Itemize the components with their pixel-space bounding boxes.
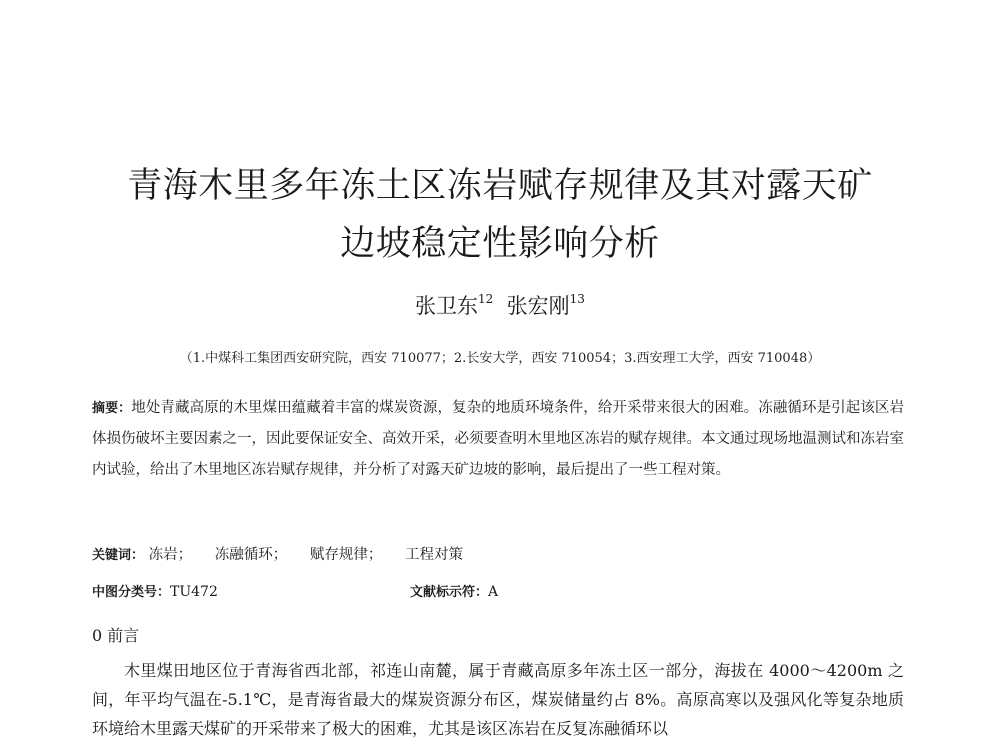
paper-title-line-2: 边坡稳定性影响分析 [340, 224, 660, 264]
classification-value: TU472 [170, 584, 218, 600]
author-name: 张宏刚 [506, 294, 570, 318]
abstract-text: 地处青藏高原的木里煤田蕴藏着丰富的煤炭资源，复杂的地质环境条件，给开采带来很大的困难。冻融循环是引起该区岩体损伤破坏主要因素之一，因此要保证安全、高效开采，必须要查明木里地区冻岩的赋存规律。本文通过现场地温测试和冻岩室内试验，给出了木里地区冻岩赋存规律，并分析了对露天矿边坡的影响，最后提出了一些工程对策。 [92, 400, 904, 478]
author-list [0, 290, 1000, 320]
abstract-label: 摘要： [92, 401, 132, 416]
abstract [92, 393, 904, 486]
section-heading [92, 623, 139, 646]
paper-title-line-1: 青海木里多年冻土区冻岩赋存规律及其对露天矿 [127, 166, 873, 206]
keywords [92, 543, 481, 564]
document-code [410, 581, 498, 600]
document-code-label: 文献标示符： [410, 585, 489, 600]
keyword: 工程对策 [404, 547, 463, 563]
keyword: 赋存规律； [309, 547, 383, 563]
keywords-label: 关键词： [92, 548, 145, 563]
body-paragraph: 木里煤田地区位于青海省西北部，祁连山南麓，属于青藏高原多年冻土区一部分，海拔在 4000～4200m 之间，年平均气温在-5.1℃，是青海省最大的煤炭资源分布区，煤炭储量约占 8%。高原高寒以及强风化等复杂地质环境给木里露天煤矿的开采带来了极大的困难，尤其是该区冻岩在反复冻融循环以 [92, 661, 904, 738]
keyword: 冻岩； [148, 547, 193, 563]
section-number: 0 [92, 626, 103, 645]
affiliations: （1.中煤科工集团西安研究院，西安 710077；2.长安大学，西安 710054；3.西安理工大学，西安 710048） [179, 351, 821, 366]
classification-number [92, 581, 218, 600]
keyword: 冻融循环； [214, 547, 288, 563]
document-code-value: A [488, 584, 499, 600]
classification-label: 中图分类号： [92, 585, 171, 600]
author-affiliation-mark: 12 [478, 292, 494, 306]
author-name: 张卫东 [415, 294, 479, 318]
author-affiliation-mark: 13 [569, 292, 585, 306]
section-title: 前言 [107, 626, 140, 645]
